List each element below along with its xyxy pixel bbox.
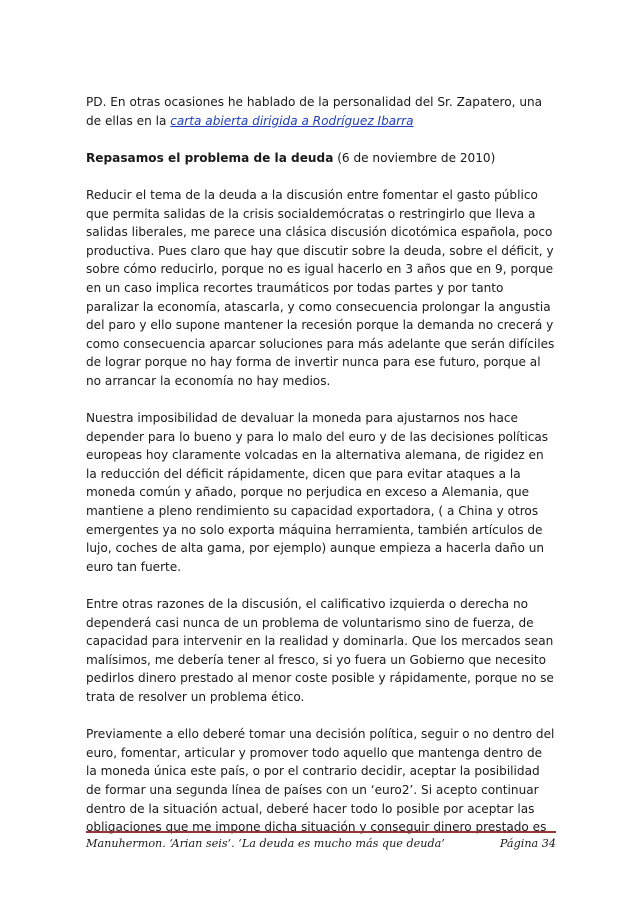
body-paragraph: Entre otras razones de la discusión, el calificativo izquierda o derecha no dependerá casi nunca de un problema de voluntarismo sino de fuerza, de capacidad para intervenir en la realidad y dominarla. Que los mercados sean malísimos, me debería tener al fresco, si yo fuera un Gobierno que necesito pedirlos dinero prestado al menor coste posible y rápidamente, porque no se trata de resolver un problema ético.	[86, 597, 554, 704]
body-paragraph: Reducir el tema de la deuda a la discusión entre fomentar el gasto público que permita salidas de la crisis socialdemócratas o restringirlo que lleva a salidas liberales, me parece una clásica discusión dicotómica española, poco productiva. Pues claro que hay que discutir sobre la deuda, sobre el déficit, y sobre cómo reducirlo, porque no es igual hacerlo en 3 años que en 9, porque en un caso implica recortes traumáticos por todas partes y por tanto paralizar la economía, atascarla, y como consecuencia prolongar la angustia del paro y ello supone mantener la recesión porque la demanda no crecerá y como consecuencia aparcar soluciones para más adelante que serán difíciles de lograr porque no hay forma de invertir nunca para ese futuro, porque al no arrancar la economía no hay medios.	[86, 187, 555, 388]
section-heading	[86, 149, 556, 168]
section-heading-date: (6 de noviembre de 2010)	[333, 150, 496, 165]
body-paragraph: Nuestra imposibilidad de devaluar la moneda para ajustarnos nos hace depender para lo bueno y para lo malo del euro y de las decisiones políticas europeas hoy claramente volcadas en la alternativa alemana, de rigidez en la reducción del déficit rápidamente, dicen que para evitar ataques a la moneda común y añado, porque no perjudica en exceso a Alemania, que mantiene a pleno rendimiento su capacidad exportadora, ( a China y otros emergentes ya no solo exporta máquina herramienta, también artículos de lujo, coches de alta gama, por ejemplo) aunque empieza a hacerla daño un euro tan fuerte.	[86, 411, 549, 574]
body-paragraph: Previamente a ello deberé tomar una decisión política, seguir o no dentro del euro, fomentar, articular y promover todo aquello que mantenga dentro de la moneda única este país, o por el contrario decidir, aceptar la posibilidad de formar una segunda línea de países con un ‘euro2’. Si acepto continuar dentro de la situación actual, deberé hacer todo lo posible por aceptar las obligaciones que me impone dicha situación y conseguir dinero prestado es	[86, 727, 555, 835]
document-body	[86, 93, 556, 855]
postscript-text: PD. En otras ocasiones he hablado de la personalidad del Sr. Zapatero, una de ellas en la	[86, 95, 543, 128]
postscript-paragraph	[86, 93, 556, 130]
footer-document-title: Manuhermon. ‘Arian seis’. ‘La deuda es mucho más que deuda’	[86, 837, 445, 850]
open-letter-link[interactable]: carta abierta dirigida a Rodríguez Ibarra	[170, 113, 414, 128]
section-heading-title: Repasamos el problema de la deuda	[86, 150, 334, 165]
footer-page-number: Página 34	[499, 837, 556, 850]
page-footer	[86, 831, 556, 850]
